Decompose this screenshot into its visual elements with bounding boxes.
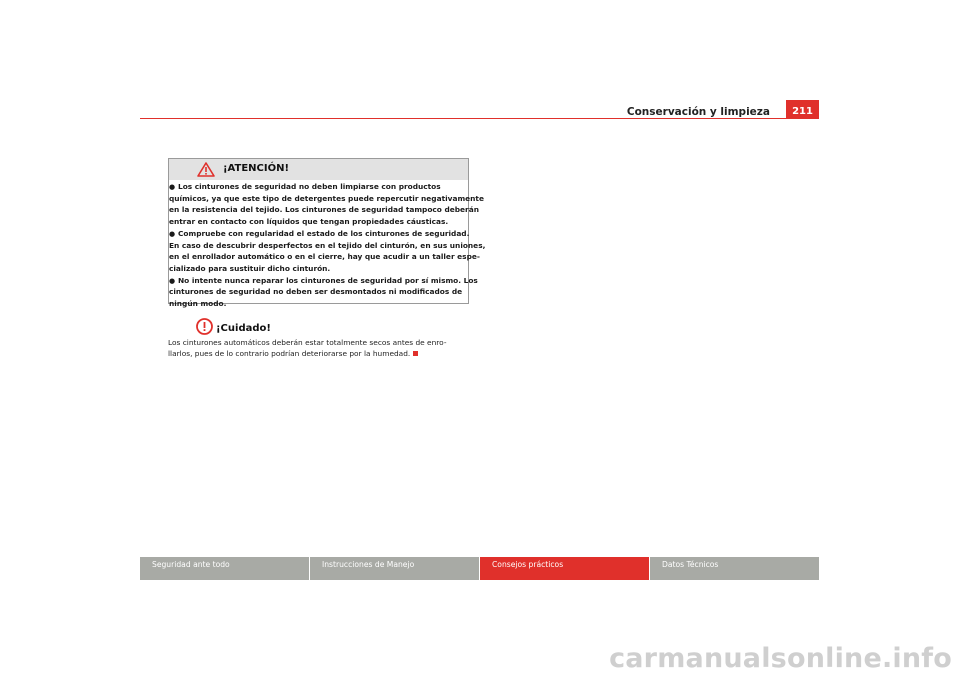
warning-title: ¡ATENCIÓN! (223, 163, 290, 174)
warning-line: cializado para sustituir dicho cinturón. (169, 263, 331, 273)
warning-header (169, 159, 468, 180)
warning-triangle-icon (197, 162, 215, 177)
page-title: Conservación y limpieza (626, 106, 770, 118)
warning-line: ningún modo. (169, 299, 227, 309)
warning-body (169, 180, 486, 310)
warning-line: cinturones de seguridad no deben ser desmontados ni modificados de (169, 287, 463, 297)
footer-tab-instrucciones[interactable]: Instrucciones de Manejo (310, 557, 479, 580)
footer-tab-consejos[interactable]: Consejos prácticos (480, 557, 649, 580)
bullet-icon: ● (169, 183, 176, 191)
warning-box (168, 158, 486, 309)
warning-line: En caso de descubrir desperfectos en el tejido del cinturón, en sus uniones, (169, 240, 486, 250)
bullet-icon: ● (169, 276, 176, 285)
warning-line: ● Los cinturones de seguridad no deben limpiarse con productos (169, 182, 441, 191)
page-number: 211 (786, 100, 819, 119)
caution-title: ¡Cuidado! (216, 323, 271, 334)
footer-tab-seguridad[interactable]: Seguridad ante todo (140, 557, 309, 580)
warning-line: ● Compruebe con regularidad el estado de los cinturones de seguridad. (169, 228, 470, 238)
warning-line: en el enrollador automático o en el cierre, hay que acudir a un taller espe- (169, 252, 480, 262)
warning-line: químicos, ya que este tipo de detergentes puede repercutir negativamente (169, 193, 484, 203)
warning-line: entrar en contacto con líquidos que tengan propiedades cáusticas. (169, 217, 449, 227)
warning-line: ● No intente nunca reparar los cinturones de seguridad por sí mismo. Los (169, 275, 478, 285)
caution-text (168, 337, 478, 359)
footer-tab-datos[interactable]: Datos Técnicos (650, 557, 819, 580)
caution-line: Los cinturones automáticos deberán estar totalmente secos antes de enro- (168, 338, 447, 347)
caution-exclamation-icon (196, 318, 213, 335)
caution-line: llarlos, pues de lo contrario podrían deteriorarse por la humedad. (168, 348, 478, 359)
watermark: carmanualsonline.info (609, 643, 952, 674)
warning-line: en la resistencia del tejido. Los cinturones de seguridad tampoco deberán (169, 205, 479, 215)
bullet-icon: ● (169, 229, 176, 238)
header-divider (140, 118, 819, 119)
end-of-section-icon (413, 351, 418, 356)
